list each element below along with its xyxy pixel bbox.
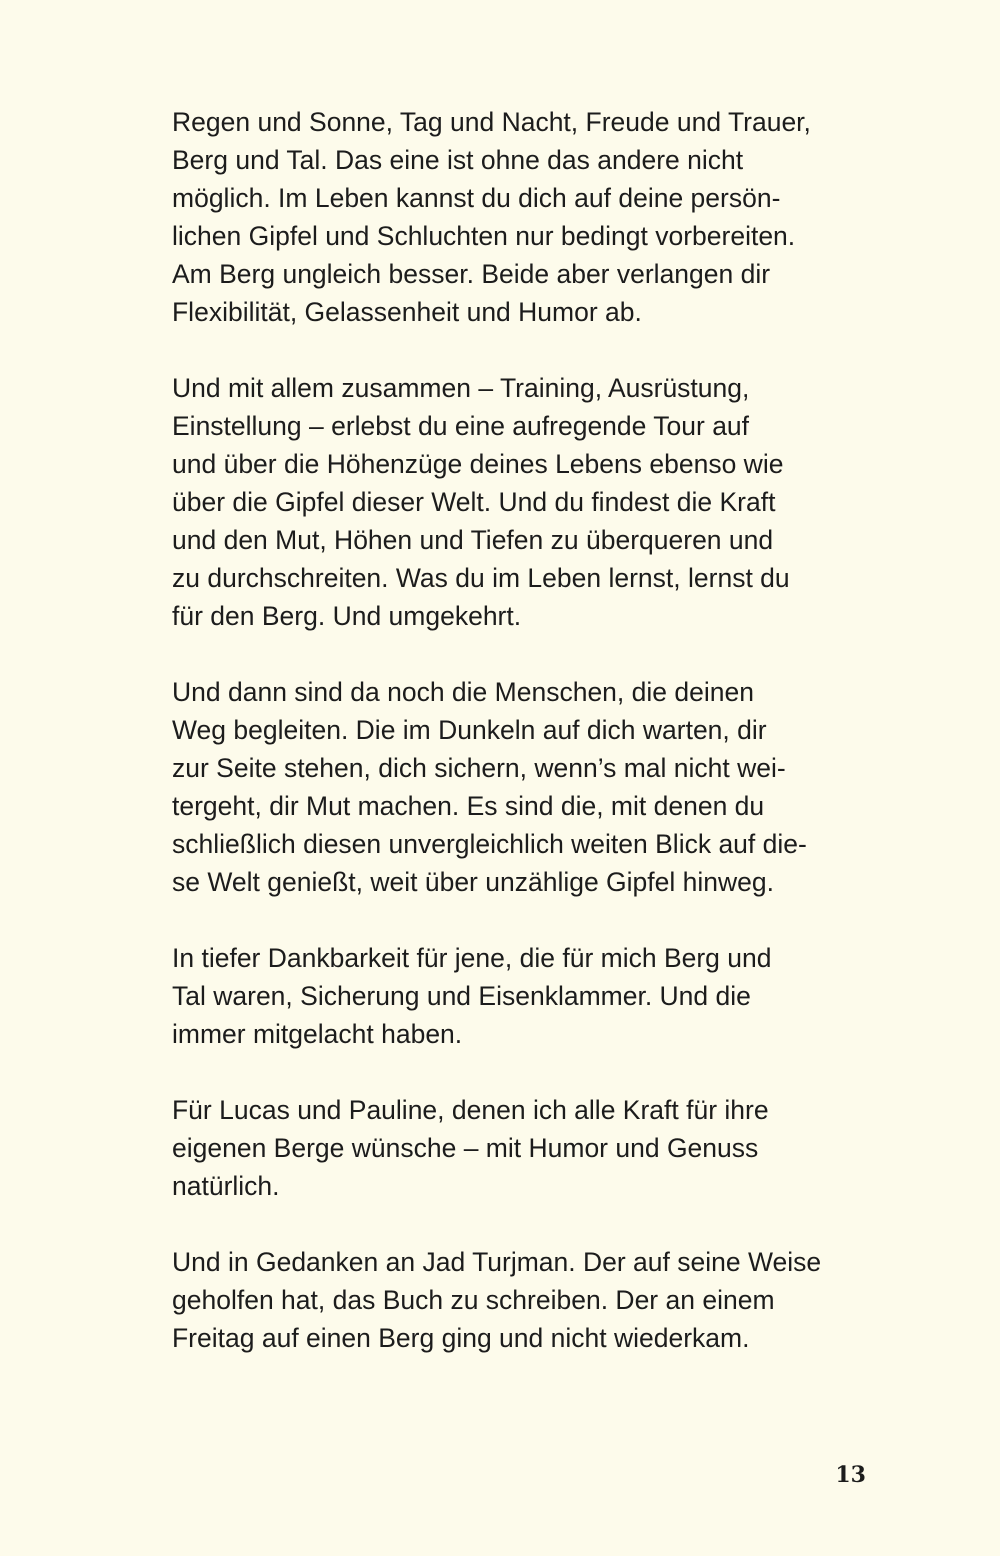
text-line: Und mit allem zusammen – Training, Ausrüstung,	[172, 373, 750, 403]
text-line: möglich. Im Leben kannst du dich auf deine persön-	[172, 183, 781, 213]
body-text	[172, 103, 872, 1395]
text-line: für den Berg. Und umgekehrt.	[172, 601, 522, 631]
text-line: immer mitgelacht haben.	[172, 1019, 463, 1049]
text-line: Weg begleiten. Die im Dunkeln auf dich warten, dir	[172, 715, 767, 745]
text-line: lichen Gipfel und Schluchten nur bedingt vorbereiten.	[172, 221, 796, 251]
text-line: Tal waren, Sicherung und Eisenklammer. Und die	[172, 981, 751, 1011]
text-line: Berg und Tal. Das eine ist ohne das andere nicht	[172, 145, 744, 175]
paragraph-5	[172, 1091, 872, 1205]
text-line: zur Seite stehen, dich sichern, wenn’s mal nicht wei-	[172, 753, 786, 783]
text-line: Am Berg ungleich besser. Beide aber verlangen dir	[172, 259, 771, 289]
text-line: geholfen hat, das Buch zu schreiben. Der an einem	[172, 1285, 775, 1315]
text-line: eigenen Berge wünsche – mit Humor und Genuss	[172, 1133, 759, 1163]
text-line: über die Gipfel dieser Welt. Und du findest die Kraft	[172, 487, 776, 517]
text-line: und den Mut, Höhen und Tiefen zu überqueren und	[172, 525, 774, 555]
text-line: natürlich.	[172, 1171, 280, 1201]
text-line: und über die Höhenzüge deines Lebens ebenso wie	[172, 449, 784, 479]
text-line: Flexibilität, Gelassenheit und Humor ab.	[172, 297, 642, 327]
text-line: Und dann sind da noch die Menschen, die deinen	[172, 677, 754, 707]
paragraph-6	[172, 1243, 872, 1357]
text-line: In tiefer Dankbarkeit für jene, die für mich Berg und	[172, 943, 772, 973]
page-number: 13	[835, 1462, 866, 1488]
text-line: schließlich diesen unvergleichlich weiten Blick auf die-	[172, 829, 807, 859]
paragraph-4	[172, 939, 872, 1053]
text-line: Für Lucas und Pauline, denen ich alle Kraft für ihre	[172, 1095, 769, 1125]
text-line: Und in Gedanken an Jad Turjman. Der auf seine Weise	[172, 1247, 822, 1277]
text-line: Einstellung – erlebst du eine aufregende Tour auf	[172, 411, 750, 441]
text-line: Freitag auf einen Berg ging und nicht wiederkam.	[172, 1323, 750, 1353]
paragraph-3	[172, 673, 872, 901]
paragraph-1	[172, 103, 872, 331]
text-line: se Welt genießt, weit über unzählige Gipfel hinweg.	[172, 867, 774, 897]
text-line: zu durchschreiten. Was du im Leben lernst, lernst du	[172, 563, 790, 593]
text-line: Regen und Sonne, Tag und Nacht, Freude und Trauer,	[172, 107, 811, 137]
text-line: tergeht, dir Mut machen. Es sind die, mit denen du	[172, 791, 765, 821]
paragraph-2	[172, 369, 872, 635]
